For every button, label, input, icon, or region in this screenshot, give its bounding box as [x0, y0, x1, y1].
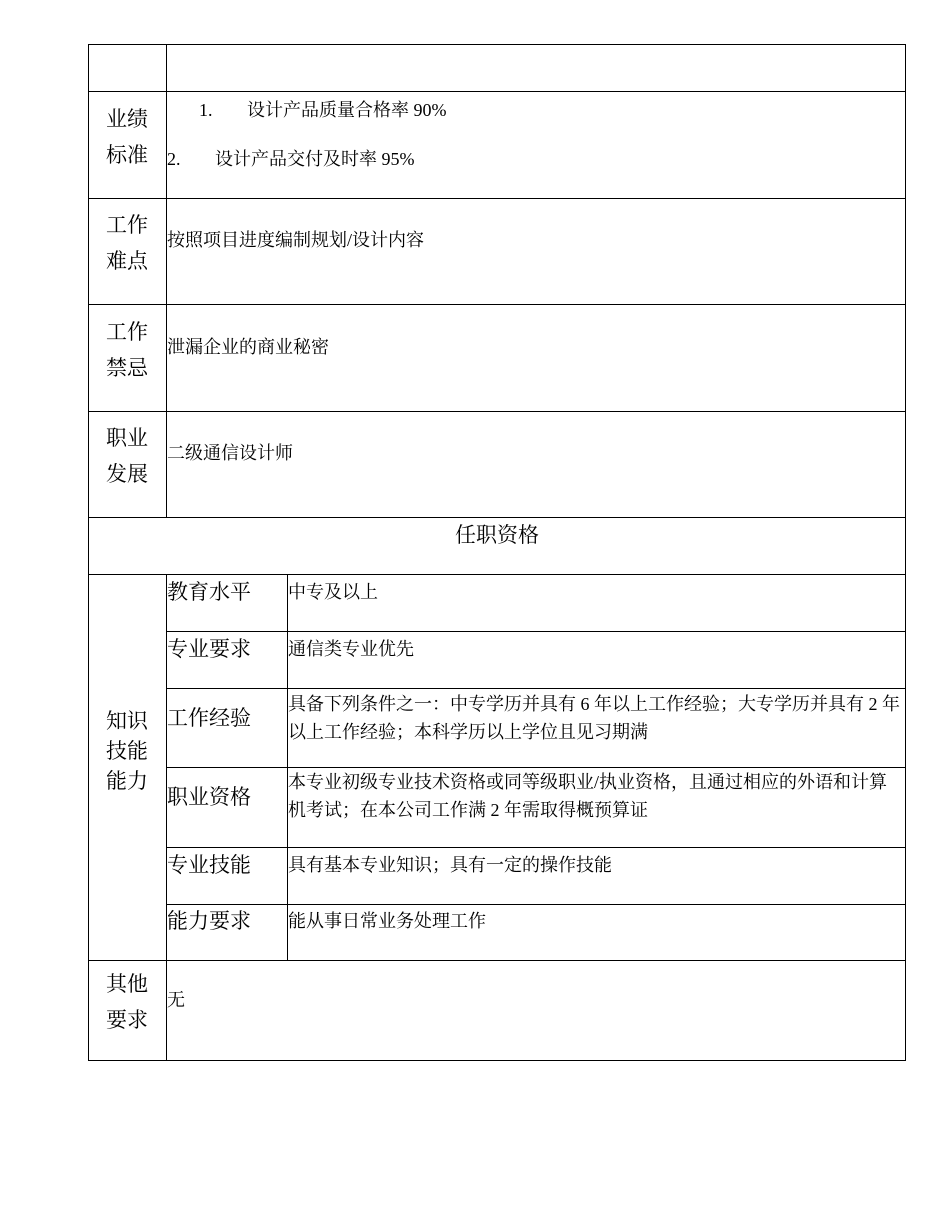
- skills-value: 具有基本专业知识；具有一定的操作技能: [288, 855, 612, 875]
- difficulty-text: 按照项目进度编制规划/设计内容: [167, 230, 424, 250]
- performance-item-number: 2.: [167, 149, 181, 169]
- row-line: [166, 904, 906, 905]
- difficulty-label: [88, 207, 166, 279]
- experience-label: 工作经验: [167, 706, 251, 730]
- group-label-line2: 技能: [106, 739, 148, 763]
- qualification-section-title: 任职资格: [455, 523, 539, 547]
- certification-value: 本专业初级专业技术资格或同等级职业/执业资格，且通过相应的外语和计算机考试；在本公司工作满 2 年需取得概预算证: [288, 772, 887, 820]
- performance-label-line1: 业绩: [106, 107, 148, 131]
- table-border-left: [88, 44, 89, 1061]
- major-value: 通信类专业优先: [288, 639, 414, 659]
- performance-item-text: 设计产品质量合格率 90%: [247, 100, 447, 120]
- row-line: [88, 198, 906, 199]
- other-text: 无: [167, 990, 185, 1010]
- education-value: 中专及以上: [288, 582, 378, 602]
- other-label-line1: 其他: [106, 972, 148, 996]
- difficulty-label-line2: 难点: [106, 249, 148, 273]
- taboo-label-line1: 工作: [106, 320, 148, 344]
- row-line: [88, 411, 906, 412]
- row-line: [88, 44, 906, 45]
- performance-label-line2: 标准: [106, 143, 148, 167]
- ability-value: 能从事日常业务处理工作: [288, 911, 486, 931]
- row-line: [88, 574, 906, 575]
- experience-value: 具备下列条件之一：中专学历并具有 6 年以上工作经验；大专学历并具有 2 年以上工作经验；本科学历以上学位且见习期满: [288, 694, 900, 742]
- row-line: [88, 91, 906, 92]
- other-label: [88, 966, 166, 1038]
- row-line: [88, 960, 906, 961]
- performance-item-1: [199, 98, 447, 122]
- certification-label: 职业资格: [167, 785, 251, 809]
- career-text: 二级通信设计师: [167, 443, 293, 463]
- group-label-line1: 知识: [106, 709, 148, 733]
- difficulty-label-line1: 工作: [106, 213, 148, 237]
- row-line: [166, 631, 906, 632]
- row-line: [88, 517, 906, 518]
- taboo-label-line2: 禁忌: [106, 356, 148, 380]
- other-label-line2: 要求: [106, 1008, 148, 1032]
- qualification-group-label: [88, 706, 166, 796]
- major-label: 专业要求: [167, 637, 251, 661]
- table-border-right: [905, 44, 906, 1061]
- row-line: [166, 847, 906, 848]
- row-line: [88, 1060, 906, 1061]
- row-line: [88, 304, 906, 305]
- group-label-line3: 能力: [106, 769, 148, 793]
- career-label-line1: 职业: [106, 426, 148, 450]
- skills-label: 专业技能: [167, 853, 251, 877]
- ability-label: 能力要求: [167, 909, 251, 933]
- taboo-text: 泄漏企业的商业秘密: [167, 337, 329, 357]
- career-label-line2: 发展: [106, 462, 148, 486]
- education-label: 教育水平: [167, 580, 251, 604]
- performance-item-number: 1.: [199, 100, 213, 120]
- performance-label: [88, 101, 166, 173]
- performance-item-2: [167, 147, 415, 171]
- performance-item-text: 设计产品交付及时率 95%: [215, 149, 415, 169]
- taboo-label: [88, 314, 166, 386]
- career-label: [88, 420, 166, 492]
- row-line: [166, 688, 906, 689]
